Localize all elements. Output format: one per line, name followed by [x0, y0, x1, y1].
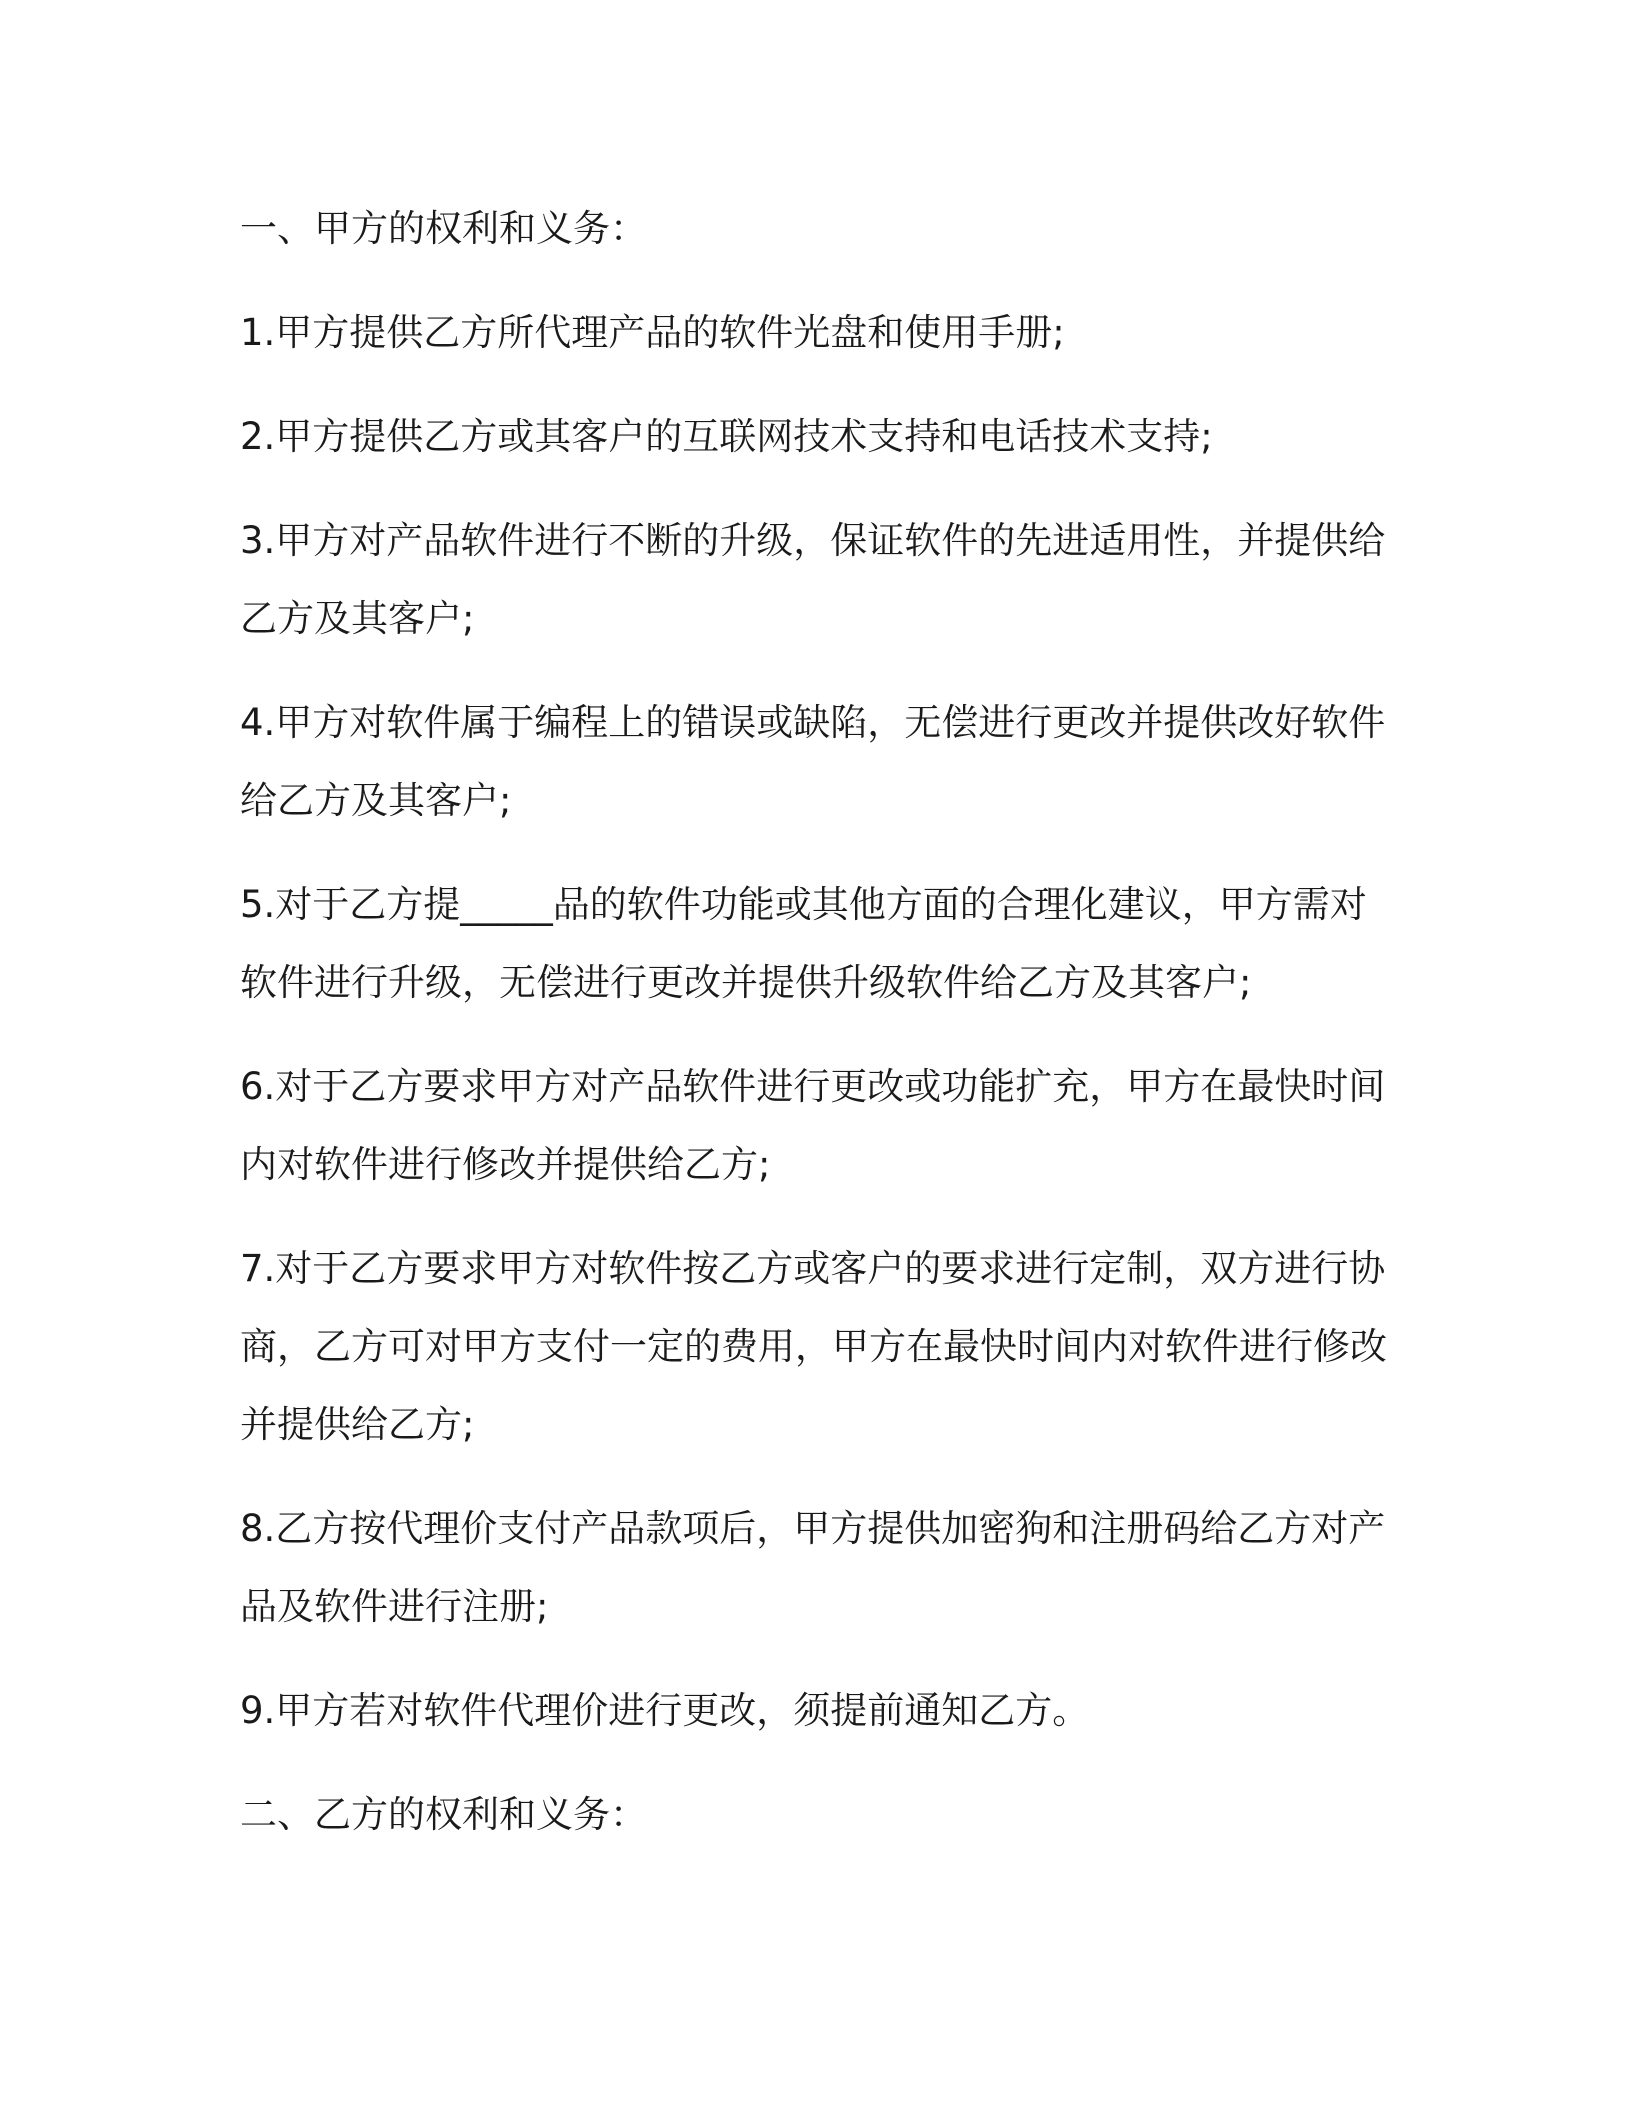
clause-9: 9.甲方若对软件代理价进行更改，须提前通知乙方。: [240, 1689, 1090, 1732]
clause-5: 5.对于乙方提_____品的软件功能或其他方面的合理化建议，甲方需对软件进行升级，无偿进行更改并提供升级软件给乙方及其客户;: [240, 883, 1367, 1004]
clause-4: 4.甲方对软件属于编程上的错误或缺陷，无偿进行更改并提供改好软件给乙方及其客户;: [240, 701, 1386, 822]
section-heading-party-a: 一、甲方的权利和义务：: [240, 207, 647, 250]
clause-3: 3.甲方对产品软件进行不断的升级，保证软件的先进适用性，并提供给乙方及其客户;: [240, 519, 1386, 640]
document-body: [240, 190, 1400, 1880]
section-heading-party-b: 二、乙方的权利和义务：: [240, 1793, 647, 1836]
clause-6: 6.对于乙方要求甲方对产品软件进行更改或功能扩充，甲方在最快时间内对软件进行修改并提供给乙方;: [240, 1065, 1386, 1186]
clause-1: 1.甲方提供乙方所代理产品的软件光盘和使用手册;: [240, 311, 1065, 354]
clause-7: 7.对于乙方要求甲方对软件按乙方或客户的要求进行定制，双方进行协商，乙方可对甲方支付一定的费用，甲方在最快时间内对软件进行修改并提供给乙方;: [240, 1247, 1387, 1446]
clause-8: 8.乙方按代理价支付产品款项后，甲方提供加密狗和注册码给乙方对产品及软件进行注册;: [240, 1507, 1386, 1628]
clause-2: 2.甲方提供乙方或其客户的互联网技术支持和电话技术支持;: [240, 415, 1213, 458]
